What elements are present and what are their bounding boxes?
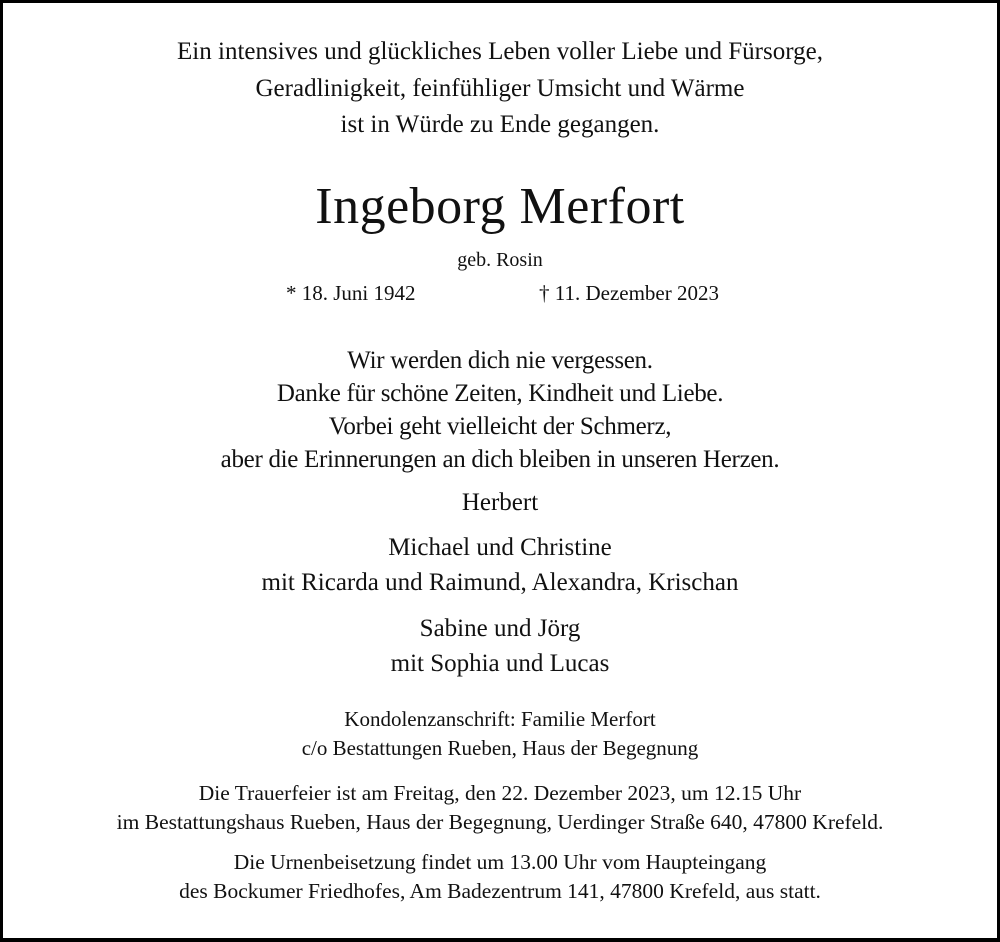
poem-line-4: aber die Erinnerungen an dich bleiben in unseren Herzen.	[220, 446, 780, 473]
condolence-line-1: Kondolenzanschrift: Familie Merfort	[344, 707, 656, 731]
mourner-family2-line-2: mit Sophia und Lucas	[390, 650, 610, 677]
birth-date: * 18. Juni 1942	[286, 281, 416, 305]
maiden-name: geb. Rosin	[457, 249, 543, 271]
mourner-spouse: Herbert	[461, 489, 539, 516]
poem-line-3: Vorbei geht vielleicht der Schmerz,	[328, 413, 672, 440]
condolence-line-2: c/o Bestattungen Rueben, Haus der Begegnung	[301, 736, 699, 760]
ceremony-line-1: Die Trauerfeier ist am Freitag, den 22. Dezember 2023, um 12.15 Uhr	[198, 781, 802, 805]
death-date: † 11. Dezember 2023	[539, 281, 719, 305]
intro-line-1: Ein intensives und glückliches Leben voller Liebe und Fürsorge,	[177, 38, 823, 65]
poem-line-1: Wir werden dich nie vergessen.	[347, 347, 653, 374]
deceased-name: Ingeborg Merfort	[315, 178, 685, 235]
intro-line-3: ist in Würde zu Ende gegangen.	[340, 111, 660, 138]
mourner-family1-line-1: Michael und Christine	[388, 534, 612, 561]
burial-line-1: Die Urnenbeisetzung findet um 13.00 Uhr vom Haupteingang	[233, 850, 767, 874]
ceremony-line-2: im Bestattungshaus Rueben, Haus der Begegnung, Uerdinger Straße 640, 47800 Krefeld.	[116, 810, 884, 834]
burial-line-2: des Bockumer Friedhofes, Am Badezentrum 141, 47800 Krefeld, aus statt.	[179, 879, 821, 903]
poem-line-2: Danke für schöne Zeiten, Kindheit und Liebe.	[276, 380, 724, 407]
mourner-family2-line-1: Sabine und Jörg	[419, 615, 581, 642]
mourner-family1-line-2: mit Ricarda und Raimund, Alexandra, Krischan	[261, 569, 739, 596]
intro-line-2: Geradlinigkeit, feinfühliger Umsicht und Wärme	[255, 75, 745, 102]
